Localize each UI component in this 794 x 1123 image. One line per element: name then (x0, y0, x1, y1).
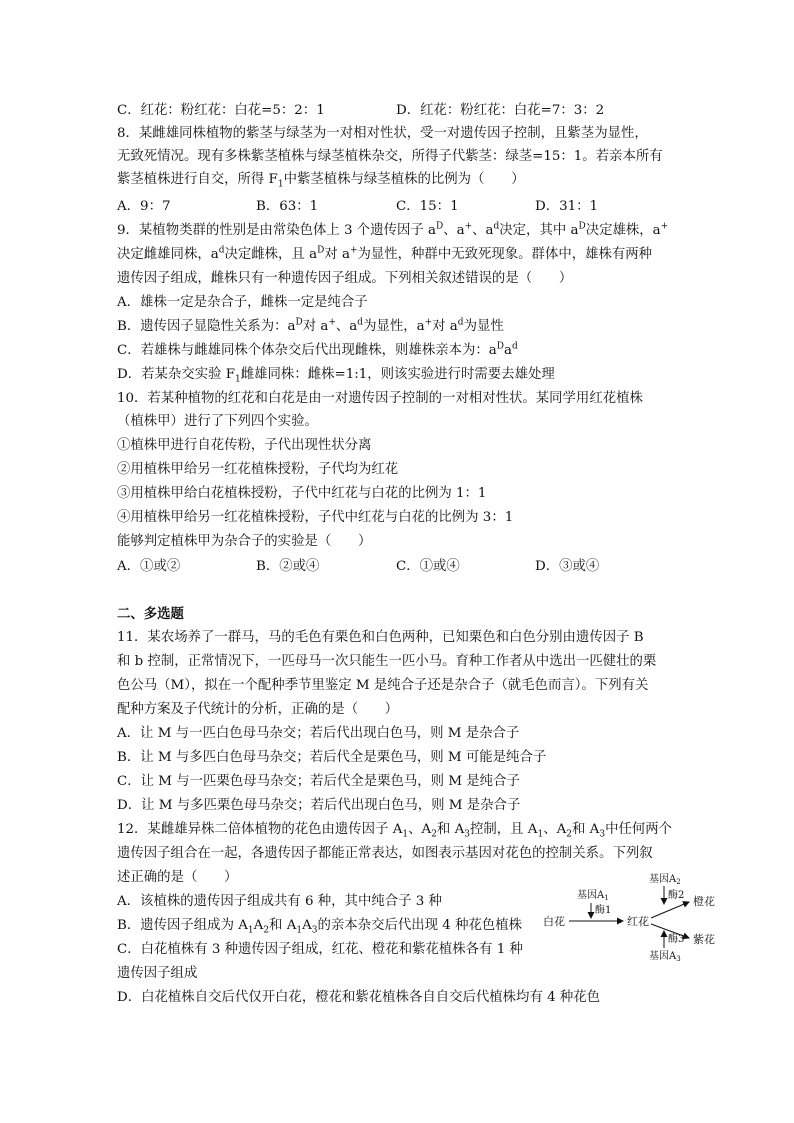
q11-option-c: C．让 M 与一匹栗色母马杂交；若后代全是栗色马，则 M 是纯合子 (117, 774, 520, 789)
q9-option-c: C．若雄株与雌雄同株个体杂交后代出现雌株，则雄株亲本为：$a^Da^d$ (117, 341, 518, 358)
enzyme3-label: 酶3 (668, 934, 685, 945)
q9-stem-line1: 9．某植物类群的性别是由常染色体上 3 个遗传因子 $a^D$、a+、$a^d$决定，其中 $a^D$决定雄株，a+ (117, 221, 669, 238)
q10-option-c: C．①或④ (396, 559, 460, 574)
purple-flower-label: 紫花 (693, 933, 715, 946)
q11-option-d: D．让 M 与多匹栗色母马杂交；若后代出现白色马，则 M 是杂合子 (117, 798, 521, 813)
q11-stem-line2: 和 b 控制，正常情况下，一匹母马一次只能生一匹小马。育种工作者从中选出一匹健壮的栗 (117, 654, 657, 669)
q11-option-a: A．让 M 与一匹白色母马杂交；若后代出现白色马，则 M 是杂合子 (117, 726, 520, 741)
q12-option-d: D．白花植株自交后代仅开白花，橙花和紫花植株各自自交后代植株均有 4 种花色 (117, 990, 601, 1005)
white-flower-label: 白花 (543, 915, 565, 928)
q7-option-d: D．红花：粉红花：白花=7：3：2 (396, 103, 605, 118)
q12-option-b: B．遗传因子组成为 $A_1A_2$和 $A_1A_3$的亲本杂交后代出现 4 种花色植株 (117, 918, 523, 936)
q10-stem-line1: 10．若某种植物的红花和白花是由一对遗传因子控制的一对相对性状。某同学用红花植株 (117, 391, 643, 406)
q12-stem-line3: 述正确的是（ ） (117, 870, 238, 885)
q9-stem-line3: 遗传因子组成，雌株只有一种遗传因子组成。下列相关叙述错误的是（ ） (117, 271, 573, 286)
enzyme1-label: 酶1 (595, 905, 612, 916)
section-title-multiple-choice: 二、多选题 (117, 606, 184, 622)
q12-stem-line2: 遗传因子组合在一起，各遗传因子都能正常表达，如图表示基因对花色的控制关系。下列叙 (117, 846, 653, 861)
q11-stem-line1: 11．某农场养了一群马，马的毛色有栗色和白色两种，已知栗色和白色分别由遗传因子 B (117, 630, 644, 645)
q8-stem-line1: 8．某雌雄同株植物的紫茎与绿茎为一对相对性状，受一对遗传因子控制，且紫茎为显性， (117, 126, 648, 141)
q9-option-a: A．雄株一定是杂合子，雌株一定是纯合子 (117, 295, 368, 310)
red-to-orange-arrow (651, 902, 689, 918)
orange-flower-label: 橙花 (693, 895, 715, 908)
q8-option-c: C．15：1 (396, 199, 459, 214)
red-flower-label: 红花 (627, 915, 649, 928)
q10-experiment-1: ①植株甲进行自花传粉，子代出现性状分离 (117, 438, 372, 453)
gene-a2-label: 基因$A_2$ (649, 874, 681, 886)
q11-stem-line4: 配种方案及子代统计的分析，正确的是（ ） (117, 702, 399, 717)
q10-experiment-2: ②用植株甲给另一红花植株授粉，子代均为红花 (117, 462, 399, 477)
q11-stem-line3: 色公马（M），拟在一个配种季节里鉴定 M 是纯合子还是杂合子（就毛色而言）。下列有关 (117, 678, 649, 693)
q10-question: 能够判定植株甲为杂合子的实验是（ ） (117, 534, 372, 549)
q8-stem-line3: 紫茎植株进行自交，所得 $F_1$中紫茎植株与绿茎植株的比例为（ ） (117, 172, 525, 190)
gene-pathway-diagram (543, 870, 723, 962)
q12-option-c-line1: C．白花植株有 3 种遗传因子组成，红花、橙花和紫花植株各有 1 种 (117, 942, 523, 957)
q11-option-b: B．让 M 与多匹白色母马杂交；若后代全是栗色马，则 M 可能是纯合子 (117, 750, 547, 765)
q12-option-c-line2: 遗传因子组成 (117, 966, 198, 981)
q8-option-a: A．9：7 (117, 199, 171, 214)
q10-option-d: D．③或④ (535, 559, 600, 574)
q10-stem-line2: （植株甲）进行了下列四个实验。 (117, 414, 318, 429)
enzyme2-label: 酶2 (668, 890, 685, 901)
q9-stem-line2: 决定雌雄同株，$a^d$决定雌株，且 $a^D$对 a+为显性，种群中无致死现象。群体中，雄株有两种 (117, 245, 653, 262)
q10-experiment-3: ③用植株甲给白花植株授粉，子代中红花与白花的比例为 1：1 (117, 486, 487, 501)
gene-a3-label: 基因$A_3$ (649, 951, 681, 962)
q7-option-c: C．红花：粉红花：白花=5：2：1 (117, 103, 325, 118)
q8-option-d: D．31：1 (535, 199, 599, 214)
q12-option-a: A．该植株的遗传因子组成共有 6 种，其中纯合子 3 种 (117, 894, 442, 909)
q8-option-b: B．63：1 (256, 199, 319, 214)
gene-a1-label: 基因$A_1$ (577, 890, 609, 902)
q9-option-d: D．若某杂交实验 $F_1$雌雄同株：雌株=1:1，则该实验进行时需要去雄处理 (117, 367, 555, 385)
q12-stem-line1: 12．某雌雄异株二倍体植物的花色由遗传因子 $A_1$、$A_2$和 $A_3$控制，且 $A_1$、$A_2$和 $A_3$中任何两个 (117, 822, 673, 840)
q10-option-a: A．①或② (117, 559, 181, 574)
q8-stem-line2: 无致死情况。现有多株紫茎植株与绿茎植株杂交，所得子代紫茎：绿茎=15：1。若亲本所有 (117, 149, 663, 164)
q9-option-b: B．遗传因子显隐性关系为：$a^D$对 a+、$a^d$为显性，a+对 $a^d$为显性 (117, 317, 504, 334)
q10-option-b: B．②或④ (256, 559, 320, 574)
q10-experiment-4: ④用植株甲给另一红花植株授粉，子代中红花与白花的比例为 3：1 (117, 510, 514, 525)
